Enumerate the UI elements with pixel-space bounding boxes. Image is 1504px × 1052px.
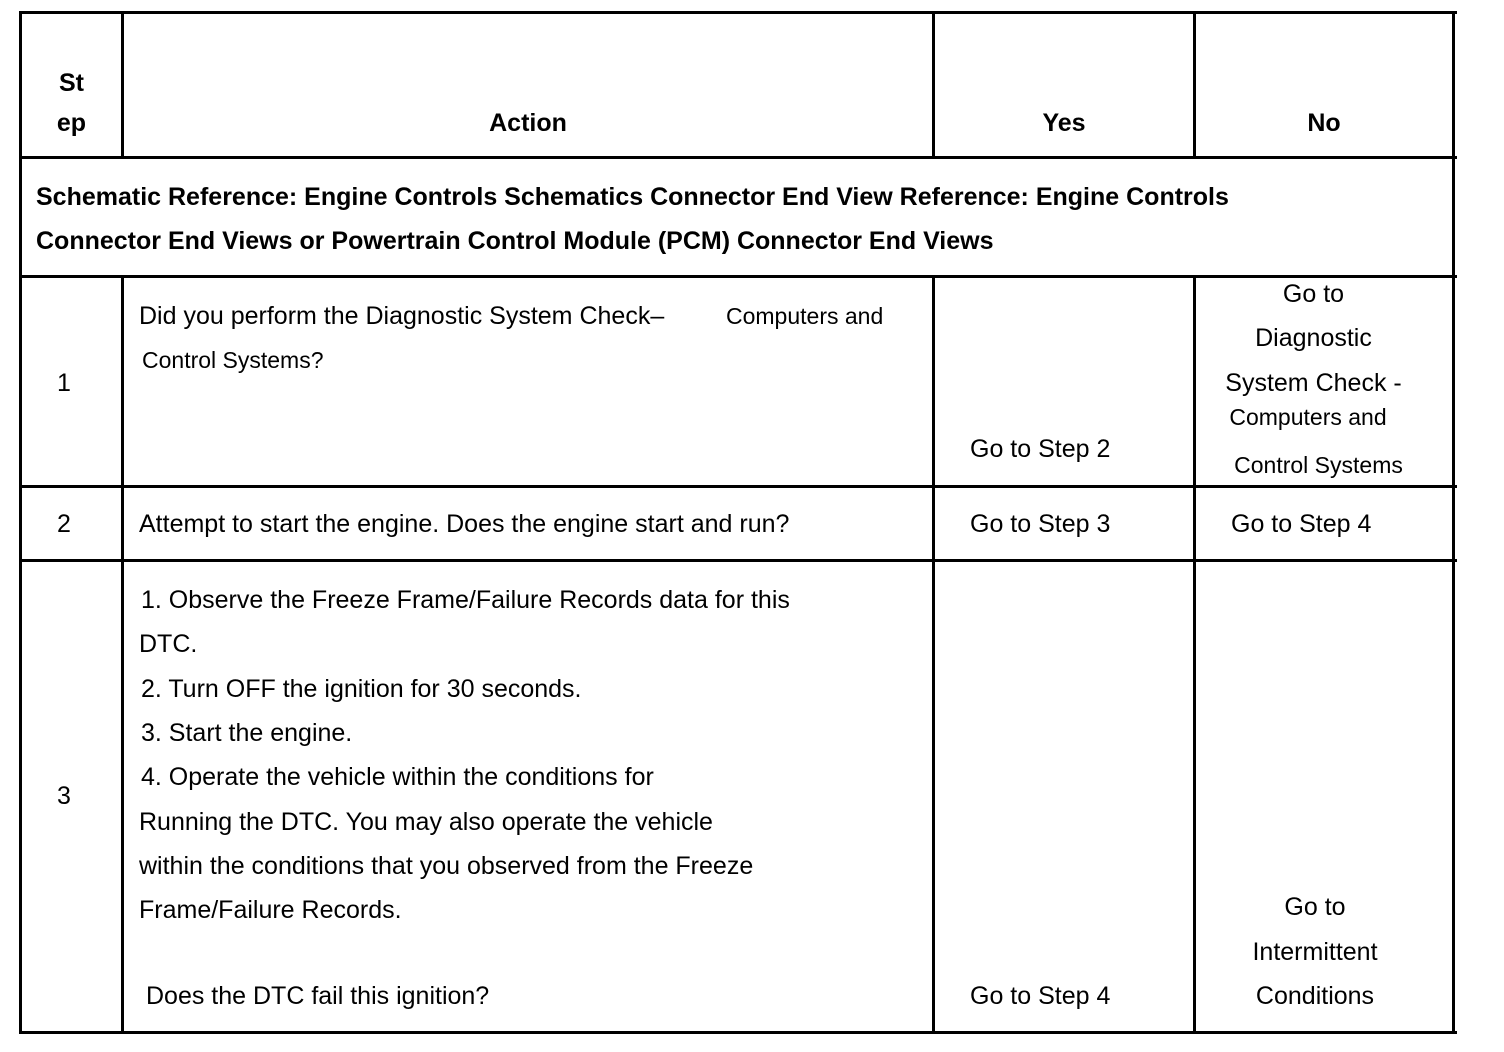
row3-action-line: within the conditions that you observed from the Freeze (139, 852, 754, 880)
row3-action-line: DTC. (139, 630, 198, 658)
row3-question: Does the DTC fail this ignition? (146, 982, 490, 1010)
header-divider (19, 156, 1457, 159)
header-yes: Yes (1042, 109, 1086, 137)
row3-action-line: 4. Operate the vehicle within the conditions for (141, 763, 654, 791)
row3-action-line: Frame/Failure Records. (139, 896, 402, 924)
row3-yes: Go to Step 4 (970, 982, 1111, 1010)
row3-action-line: 2. Turn OFF the ignition for 30 seconds. (141, 675, 582, 703)
header-step-line1: St (59, 69, 84, 97)
row1-step: 1 (57, 369, 71, 397)
row1-action-line1b: Computers and (726, 303, 884, 329)
header-step-line2: ep (56, 109, 87, 137)
row2-step: 2 (57, 510, 71, 538)
row3-step: 3 (57, 782, 71, 810)
diagnostic-table (19, 11, 1457, 1034)
col-divider-step (121, 275, 124, 1034)
schematic-reference-line1: Schematic Reference: Engine Controls Schematics Connector End View Reference: Engine Controls (36, 183, 1229, 211)
table-border-right (1452, 11, 1455, 1034)
row2-yes: Go to Step 3 (970, 510, 1111, 538)
table-border-bottom (19, 1031, 1457, 1034)
row3-no-line2: Intermittent (1252, 938, 1378, 966)
row3-action-line: Running the DTC. You may also operate the vehicle (139, 808, 713, 836)
row1-yes: Go to Step 2 (970, 435, 1111, 463)
row2-divider (19, 559, 1457, 562)
row1-no-line2: Diagnostic (1255, 324, 1372, 352)
schematic-reference-line2: Connector End Views or Powertrain Control Module (PCM) Connector End Views (36, 227, 994, 255)
row3-no-line3: Conditions (1255, 982, 1375, 1010)
row1-action-line1a: Did you perform the Diagnostic System Check– (139, 302, 665, 330)
row1-action-line2: Control Systems? (142, 347, 324, 373)
col-divider-action (932, 275, 935, 1034)
row1-no-line1: Go to (1282, 280, 1345, 308)
row1-no-line3: System Check - (1225, 369, 1402, 397)
row2-action: Attempt to start the engine. Does the engine start and run? (139, 510, 790, 538)
table-border-top (19, 11, 1457, 14)
row3-no-line1: Go to (1284, 893, 1346, 921)
row3-action-line: 1. Observe the Freeze Frame/Failure Records data for this (141, 586, 790, 614)
row1-no-line5: Control Systems (1234, 452, 1403, 478)
row3-action-line: 3. Start the engine. (141, 719, 353, 747)
row1-no-line4: Computers and (1229, 404, 1387, 430)
row2-no: Go to Step 4 (1231, 510, 1372, 538)
header-no: No (1307, 109, 1341, 137)
header-action: Action (489, 109, 567, 137)
